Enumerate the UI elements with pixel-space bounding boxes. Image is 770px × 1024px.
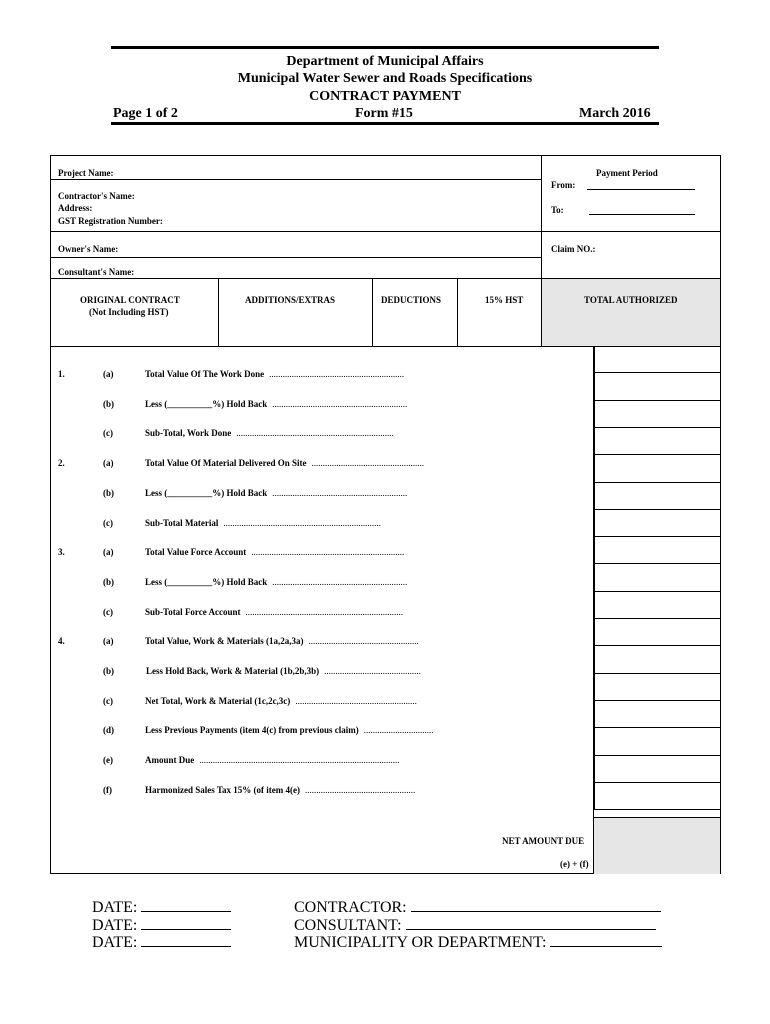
contractor-name-label: Contractor's Name: bbox=[58, 191, 135, 201]
leader-dots: ...................................................................... bbox=[223, 518, 381, 528]
line-description: Total Value Of Material Delivered On Site .................................................. bbox=[145, 458, 424, 468]
leader-dots: .................................................. bbox=[311, 458, 424, 468]
line-sub-letter: (d) bbox=[103, 725, 114, 735]
amount-field[interactable] bbox=[594, 756, 720, 783]
leader-dots: ............................................................ bbox=[272, 399, 408, 409]
net-amount-box bbox=[594, 817, 720, 874]
header-department: Department of Municipal Affairs bbox=[286, 54, 484, 69]
payment-period-label: Payment Period bbox=[596, 168, 658, 178]
consultant-field[interactable] bbox=[406, 916, 656, 930]
date-line-2: DATE: bbox=[92, 916, 231, 935]
line-description: Total Value, Work & Materials (1a,2a,3a) ................................................. bbox=[145, 636, 419, 646]
leader-dots: ......................................................................................... bbox=[199, 755, 400, 765]
from-label: From: bbox=[551, 180, 576, 190]
amount-field[interactable] bbox=[594, 346, 720, 373]
leader-dots: ................................................. bbox=[308, 636, 419, 646]
line-sub-letter: (b) bbox=[103, 399, 114, 409]
from-field[interactable] bbox=[587, 189, 695, 190]
line-sub-letter: (c) bbox=[103, 696, 113, 706]
line-description: Less Previous Payments (item 4(c) from previous claim) ............................... bbox=[145, 725, 434, 735]
header-specifications: Municipal Water Sewer and Roads Specifications bbox=[237, 71, 533, 86]
project-rule bbox=[50, 179, 541, 180]
amount-field[interactable] bbox=[594, 592, 720, 619]
date-field-1[interactable] bbox=[141, 898, 231, 912]
amount-field[interactable] bbox=[594, 619, 720, 646]
consultant-signature: CONSULTANT: bbox=[294, 916, 656, 935]
contractor-signature: CONTRACTOR: bbox=[294, 898, 661, 917]
line-sub-letter: (a) bbox=[103, 547, 114, 557]
col-hst: 15% HST bbox=[485, 295, 524, 305]
line-description: Less (__________%) Hold Back ............................................................ bbox=[145, 488, 408, 498]
leader-dots: ................................................. bbox=[304, 785, 416, 795]
line-sub-letter: (a) bbox=[103, 458, 114, 468]
form-date: March 2016 bbox=[579, 106, 651, 121]
col-divider-3 bbox=[457, 278, 458, 346]
line-description: Total Value Of The Work Done ............................................................ bbox=[145, 369, 405, 379]
line-number: 3. bbox=[58, 547, 65, 557]
line-description: Sub-Total, Work Done ...................................................................... bbox=[145, 428, 394, 438]
contractor-field[interactable] bbox=[411, 898, 661, 912]
line-description: Net Total, Work & Material (1c,2c,3c) ...................................................... bbox=[145, 696, 417, 706]
page-number: Page 1 of 2 bbox=[113, 106, 178, 121]
date-field-3[interactable] bbox=[141, 933, 231, 947]
project-name-label: Project Name: bbox=[58, 168, 114, 178]
header-bottom-rule bbox=[111, 122, 659, 125]
gst-label: GST Registration Number: bbox=[58, 216, 163, 226]
col-original-contract: ORIGINAL CONTRACT bbox=[80, 295, 180, 305]
leader-dots: ...................................................................... bbox=[245, 607, 404, 617]
line-description: Sub-Total Force Account ...................................................................... bbox=[145, 607, 404, 617]
line-sub-letter: (b) bbox=[103, 488, 114, 498]
address-label: Address: bbox=[58, 203, 93, 213]
col-divider-2 bbox=[372, 278, 373, 346]
line-sub-letter: (b) bbox=[103, 666, 114, 676]
amount-field[interactable] bbox=[594, 728, 720, 756]
amount-field[interactable] bbox=[594, 537, 720, 564]
consultant-name-label: Consultant's Name: bbox=[58, 267, 135, 277]
amount-field[interactable] bbox=[594, 401, 720, 428]
line-sub-letter: (a) bbox=[103, 636, 114, 646]
line-description: Harmonized Sales Tax 15% (of item 4(e) ................................................. bbox=[145, 785, 416, 795]
col-total-authorized: TOTAL AUTHORIZED bbox=[584, 295, 678, 305]
municipality-signature: MUNICIPALITY OR DEPARTMENT: bbox=[294, 933, 662, 952]
amount-field[interactable] bbox=[594, 483, 720, 510]
to-field[interactable] bbox=[589, 214, 695, 215]
net-amount-formula: (e) + (f) bbox=[560, 859, 589, 869]
date-field-2[interactable] bbox=[141, 916, 231, 930]
owner-rule bbox=[50, 257, 541, 258]
amount-field[interactable] bbox=[594, 428, 720, 455]
date-line-1: DATE: bbox=[92, 898, 231, 917]
line-sub-letter: (a) bbox=[103, 369, 114, 379]
net-amount-label: NET AMOUNT DUE bbox=[502, 836, 585, 846]
col-additions: ADDITIONS/EXTRAS bbox=[245, 295, 336, 305]
municipality-field[interactable] bbox=[550, 933, 662, 947]
leader-dots: ............................... bbox=[363, 725, 434, 735]
date-line-3: DATE: bbox=[92, 933, 231, 952]
line-number: 2. bbox=[58, 458, 65, 468]
leader-dots: ...................................................................... bbox=[236, 428, 394, 438]
amount-field[interactable] bbox=[594, 455, 720, 483]
leader-dots: .................................................................... bbox=[251, 547, 405, 557]
header-top-rule bbox=[111, 46, 659, 49]
value-column-border bbox=[593, 346, 594, 874]
line-sub-letter: (c) bbox=[103, 428, 113, 438]
claim-no-label: Claim NO.: bbox=[551, 244, 596, 254]
col-divider-1 bbox=[218, 278, 219, 346]
amount-field[interactable] bbox=[594, 564, 720, 592]
line-sub-letter: (c) bbox=[103, 518, 113, 528]
line-number: 4. bbox=[58, 636, 65, 646]
line-description: Less (__________%) Hold Back ............................................................ bbox=[145, 577, 408, 587]
line-sub-letter: (f) bbox=[103, 785, 112, 795]
amount-field[interactable] bbox=[594, 674, 720, 701]
col-original-sub: (Not Including HST) bbox=[89, 307, 169, 317]
leader-dots: ............................................................ bbox=[272, 488, 408, 498]
leader-dots: ............................................................ bbox=[272, 577, 408, 587]
leader-dots: ...................................................... bbox=[295, 696, 417, 706]
to-label: To: bbox=[551, 205, 564, 215]
amount-field[interactable] bbox=[594, 701, 720, 728]
line-description: Amount Due ......................................................................................... bbox=[145, 755, 400, 765]
line-description: Less (__________%) Hold Back ............................................................ bbox=[145, 399, 408, 409]
line-sub-letter: (b) bbox=[103, 577, 114, 587]
amount-field[interactable] bbox=[594, 646, 720, 674]
leader-dots: ........................................... bbox=[324, 666, 421, 676]
line-sub-letter: (c) bbox=[103, 607, 113, 617]
line-description: Total Value Force Account .................................................................... bbox=[145, 547, 405, 557]
owner-name-label: Owner's Name: bbox=[58, 244, 119, 254]
line-number: 1. bbox=[58, 369, 65, 379]
col-deductions: DEDUCTIONS bbox=[381, 295, 442, 305]
total-authorized-header-bg bbox=[542, 279, 720, 346]
line-description: Less Hold Back, Work & Material (1b,2b,3b) ........................................... bbox=[146, 666, 421, 676]
amount-field[interactable] bbox=[594, 373, 720, 401]
info-rule bbox=[50, 231, 721, 232]
amount-field[interactable] bbox=[594, 783, 720, 810]
header-form-title: CONTRACT PAYMENT bbox=[309, 89, 461, 104]
leader-dots: ............................................................ bbox=[269, 369, 405, 379]
line-sub-letter: (e) bbox=[103, 755, 113, 765]
line-description: Sub-Total Material ...................................................................... bbox=[145, 518, 381, 528]
amount-field[interactable] bbox=[594, 510, 720, 537]
form-number: Form #15 bbox=[355, 106, 413, 121]
